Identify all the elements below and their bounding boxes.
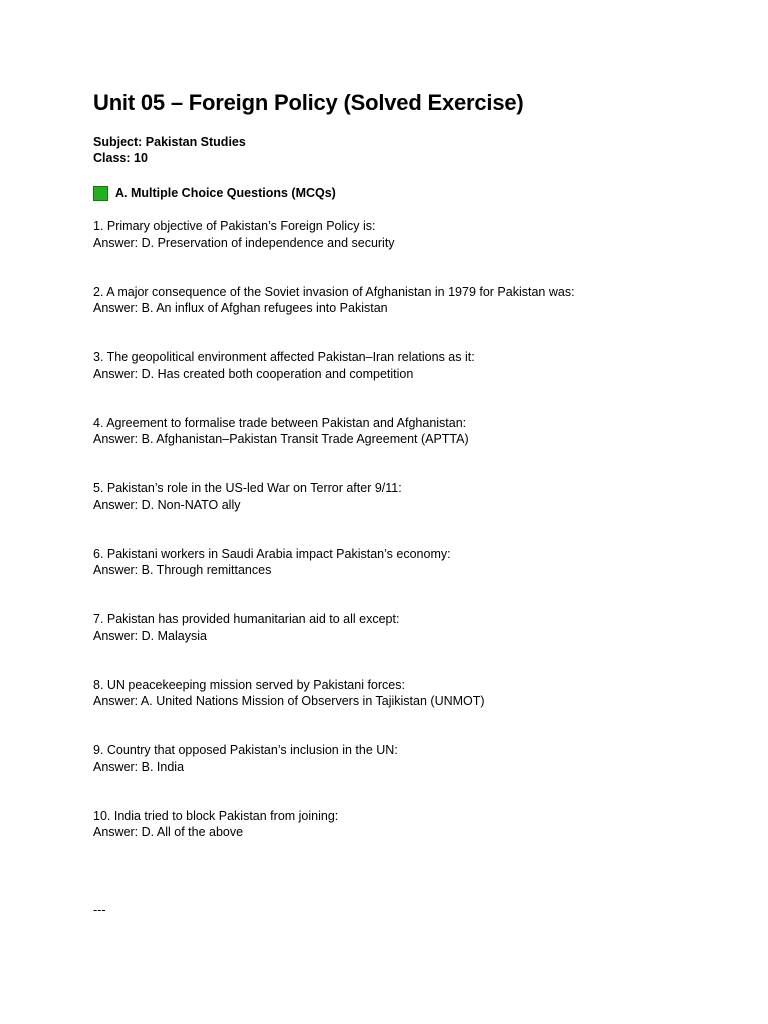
answer-text: Answer: D. Non-NATO ally <box>93 497 241 512</box>
question-item <box>93 677 733 743</box>
question-item <box>93 284 733 350</box>
question-text: 9. Country that opposed Pakistan’s inclusion in the UN: <box>93 743 398 757</box>
answer-text: Answer: D. Has created both cooperation and competition <box>93 366 414 381</box>
section-divider: --- <box>93 903 106 917</box>
document-title: Unit 05 – Foreign Policy (Solved Exercise) <box>93 90 524 115</box>
answer-text: Answer: D. Malaysia <box>93 628 207 643</box>
answer-text: Answer: B. Through remittances <box>93 563 272 577</box>
question-list <box>93 218 733 873</box>
question-item <box>93 546 733 612</box>
question-item <box>93 349 733 415</box>
question-text: 2. A major consequence of the Soviet invasion of Afghanistan in 1979 for Pakistan was: <box>93 284 575 299</box>
answer-text: Answer: A. United Nations Mission of Observers in Tajikistan (UNMOT) <box>93 694 485 708</box>
section-title: A. Multiple Choice Questions (MCQs) <box>115 186 336 200</box>
question-text: 1. Primary objective of Pakistan’s Foreign Policy is: <box>93 219 376 233</box>
section-heading-mcqs <box>93 185 733 201</box>
answer-text: Answer: D. All of the above <box>93 825 244 839</box>
answer-text: Answer: B. An influx of Afghan refugees into Pakistan <box>93 301 388 315</box>
answer-text: Answer: D. Preservation of independence and security <box>93 235 395 250</box>
question-text: 5. Pakistan’s role in the US-led War on Terror after 9/11: <box>93 481 402 495</box>
question-text: 7. Pakistan has provided humanitarian aid to all except: <box>93 612 400 626</box>
question-item <box>93 415 733 481</box>
question-item <box>93 480 733 546</box>
document-page <box>93 88 733 873</box>
question-item <box>93 218 733 284</box>
question-text: 8. UN peacekeeping mission served by Pakistani forces: <box>93 677 405 692</box>
question-item <box>93 742 733 808</box>
subject-line: Subject: Pakistan Studies <box>93 135 246 149</box>
question-item <box>93 808 733 874</box>
question-item <box>93 611 733 677</box>
question-text: 3. The geopolitical environment affected Pakistan–Iran relations as it: <box>93 350 475 364</box>
question-text: 4. Agreement to formalise trade between Pakistan and Afghanistan: <box>93 415 467 430</box>
answer-text: Answer: B. India <box>93 759 185 774</box>
question-text: 10. India tried to block Pakistan from joining: <box>93 808 339 823</box>
answer-text: Answer: B. Afghanistan–Pakistan Transit Trade Agreement (APTTA) <box>93 432 469 446</box>
question-text: 6. Pakistani workers in Saudi Arabia impact Pakistan’s economy: <box>93 546 451 561</box>
class-line: Class: 10 <box>93 151 148 165</box>
green-square-icon <box>93 186 108 201</box>
